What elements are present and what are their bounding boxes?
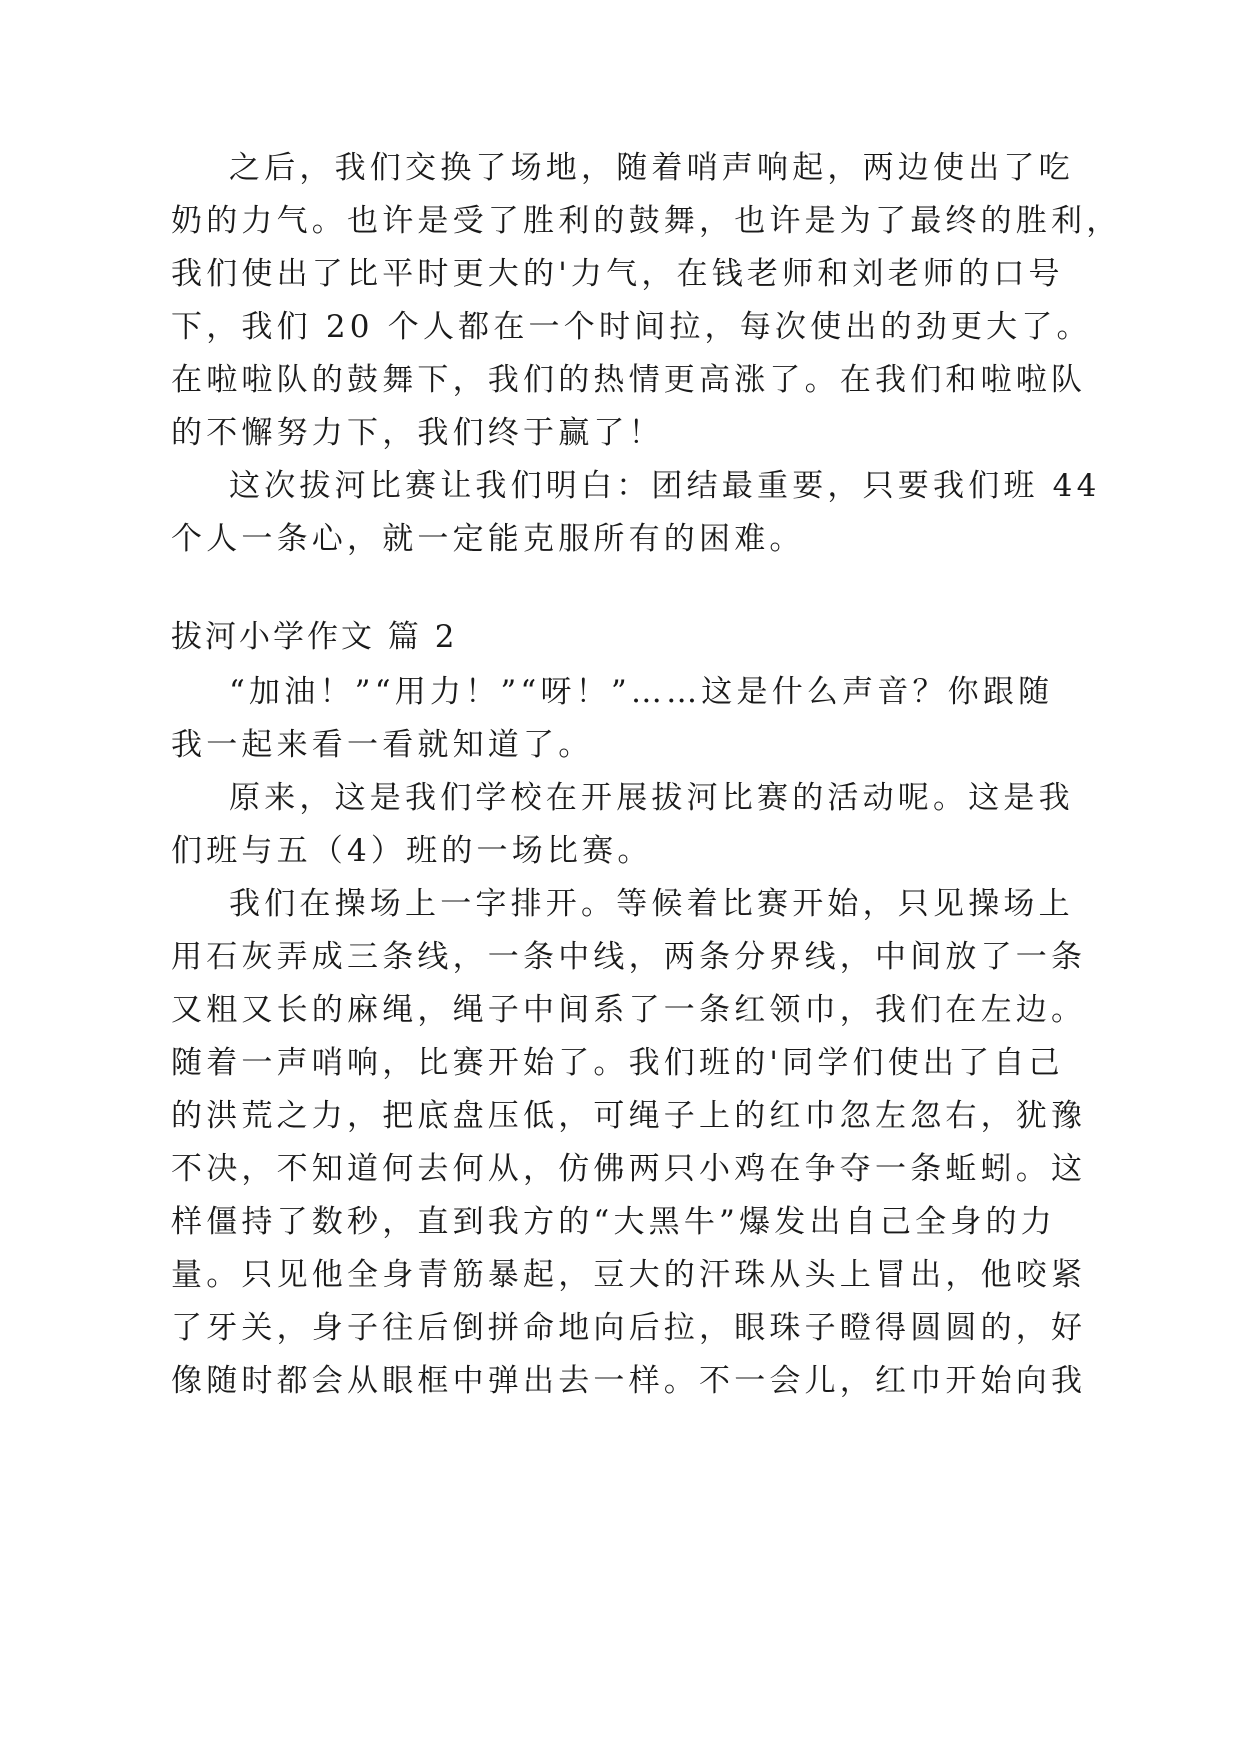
paragraph-line: 不决，不知道何去何从，仿佛两只小鸡在争夺一条蚯蚓。这 [171,1151,1087,1187]
paragraph-line: 像随时都会从眼框中弹出去一样。不一会儿，红巾开始向我 [171,1363,1087,1399]
paragraph-line: 了牙关，身子往后倒拼命地向后拉，眼珠子瞪得圆圆的，好 [171,1310,1087,1346]
paragraph-line: 原来，这是我们学校在开展拔河比赛的活动呢。这是我 [229,780,1074,816]
paragraph-line: 我们使出了比平时更大的'力气，在钱老师和刘老师的口号 [171,256,1064,292]
paragraph-line: 我们在操场上一字排开。等候着比赛开始，只见操场上 [229,886,1074,922]
paragraph-line: 的不懈努力下，我们终于赢了！ [171,415,664,451]
paragraph-line: 样僵持了数秒，直到我方的“大黑牛”爆发出自己全身的力 [171,1204,1056,1240]
section-heading: 拔河小学作文 篇 2 [171,619,458,655]
paragraph-line: 又粗又长的麻绳，绳子中间系了一条红领巾，我们在左边。 [171,992,1087,1028]
paragraph-line: 这次拔河比赛让我们明白：团结最重要，只要我们班 44 [229,468,1101,504]
paragraph-line: 个人一条心，就一定能克服所有的困难。 [171,521,805,557]
paragraph-line: 们班与五（4）班的一场比赛。 [171,833,653,869]
paragraph-line: 奶的力气。也许是受了胜利的鼓舞，也许是为了最终的胜利， [171,203,1122,239]
paragraph-line: 的洪荒之力，把底盘压低，可绳子上的红巾忽左忽右，犹豫 [171,1098,1087,1134]
paragraph-line: 在啦啦队的鼓舞下，我们的热情更高涨了。在我们和啦啦队 [171,362,1087,398]
paragraph-line: 随着一声哨响，比赛开始了。我们班的'同学们使出了自己 [171,1045,1064,1081]
paragraph-line: 我一起来看一看就知道了。 [171,727,594,763]
paragraph-line: 下，我们 20 个人都在一个时间拉，每次使出的劲更大了。 [171,309,1092,345]
paragraph-line: 量。只见他全身青筋暴起，豆大的汗珠从头上冒出，他咬紧 [171,1257,1087,1293]
paragraph-line: “加油！”“用力！”“呀！”……这是什么声音？你跟随 [229,674,1054,710]
paragraph-line: 用石灰弄成三条线，一条中线，两条分界线，中间放了一条 [171,939,1087,975]
paragraph-line: 之后，我们交换了场地，随着哨声响起，两边使出了吃 [229,150,1074,186]
